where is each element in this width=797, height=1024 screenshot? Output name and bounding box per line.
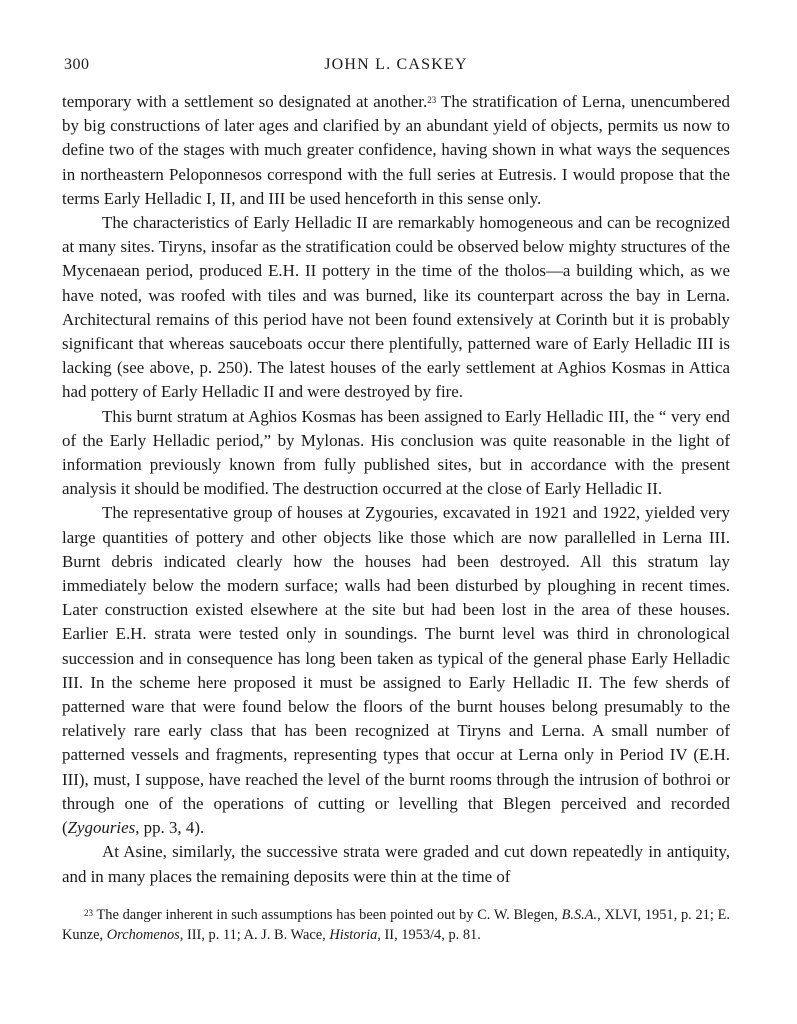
footnote-italic-historia: Historia [329, 927, 378, 944]
running-head [62, 52, 730, 78]
paragraph-3: This burnt stratum at Aghios Kosmas has been assigned to Early Helladic III, the “ very end of the Early Helladic period,” by Mylonas. His conclusion was quite reasonable in the light of information previously known from fully published sites, but in accordance with the present analysis it should be modified. The destruction occurred at the close of Early Helladic II. [62, 406, 730, 499]
paragraph-4-text-b: , pp. 3, 4). [135, 818, 205, 838]
paragraph-1-text-a: temporary with a settlement so designated at another. [62, 92, 428, 111]
book-page [62, 52, 730, 946]
footnote-italic-orchomenos: Orchomenos [106, 927, 180, 944]
footnote-text-c: , III, p. 11; A. J. B. Wace, [179, 927, 330, 944]
footnote-marker: 23 [84, 907, 93, 918]
paragraph-1 [62, 90, 730, 211]
footnote-text [62, 905, 730, 946]
paragraph-4-text-a: The representative group of houses at Zygouries, excavated in 1921 and 1922, yielded very large quantities of pottery and other objects like those which are now parallelled in Lerna III. Burnt debris indicated clearly how the houses had been destroyed. All this stratum lay immediately below the modern surface; walls had been disturbed by ploughing in recent times. Later construction existed elsewhere at the site but had been lost in the area of these houses. Earlier E.H. strata were tested only in soundings. The burnt level was third in chronological succession and in consequence has long been taken as typical of the general phase Early Helladic III. In the scheme here proposed it must be assigned to Early Helladic II. The few sherds of patterned ware that were found below the floors of the burnt houses belong presumably to the relatively rare early class that has been recognized at Tiryns and Lerna. A small number of patterned vessels and fragments, representing types that occur at Lerna only in Period IV (E.H. III), must, I suppose, have reached the level of the burnt rooms through the intrusion of bothroi or through one of the operations of cutting or levelling that Blegen perceived and recorded ( [62, 503, 730, 838]
footnote-23 [62, 905, 730, 946]
body-text [62, 90, 730, 889]
footnote-italic-bsa: B.S.A. [561, 906, 598, 923]
paragraph-4 [62, 501, 730, 840]
paragraph-5: At Asine, similarly, the successive strata were graded and cut down repeatedly in antiquity, and in many places the remaining deposits were thin at the time of [62, 842, 730, 886]
footnote-text-b: , XLVI, 1951, p. 21; E. Kunze, [62, 906, 730, 944]
footnote-ref-23[interactable]: 23 [427, 95, 437, 105]
paragraph-2: The characteristics of Early Helladic II are remarkably homogeneous and can be recognized at many sites. Tiryns, insofar as the stratification could be observed below mighty structures of the Mycenaean period, produced E.H. II pottery in the time of the tholos—a building which, as we have noted, was roofed with tiles and was burned, like its counterpart across the bay in Lerna. Architectural remains of this period have not been found extensively at Corinth but it is probably significant that whereas sauceboats occur there plentifully, patterned ware of Early Helladic III is lacking (see above, p. 250). The latest houses of the early settlement at Aghios Kosmas in Attica had pottery of Early Helladic II and were destroyed by fire. [62, 213, 730, 402]
paragraph-1-text-b: The stratification of Lerna, unencumbered by big constructions of later ages and clarified by an abundant yield of objects, permits us now to define two of the stages with much greater confidence, having shown in what ways the sequences in northeastern Peloponnesos correspond with the full series at Eutresis. I would propose that the terms Early Helladic I, II, and III be used henceforth in this sense only. [62, 92, 730, 208]
footnote-text-a: The danger inherent in such assumptions has been pointed out by C. W. Blegen, [93, 906, 562, 923]
footnote-text-d: , II, 1953/4, p. 81. [377, 927, 481, 944]
citation-title-zygouries: Zygouries [67, 818, 136, 838]
running-title: JOHN L. CASKEY [324, 56, 468, 73]
page-number: 300 [64, 56, 90, 73]
